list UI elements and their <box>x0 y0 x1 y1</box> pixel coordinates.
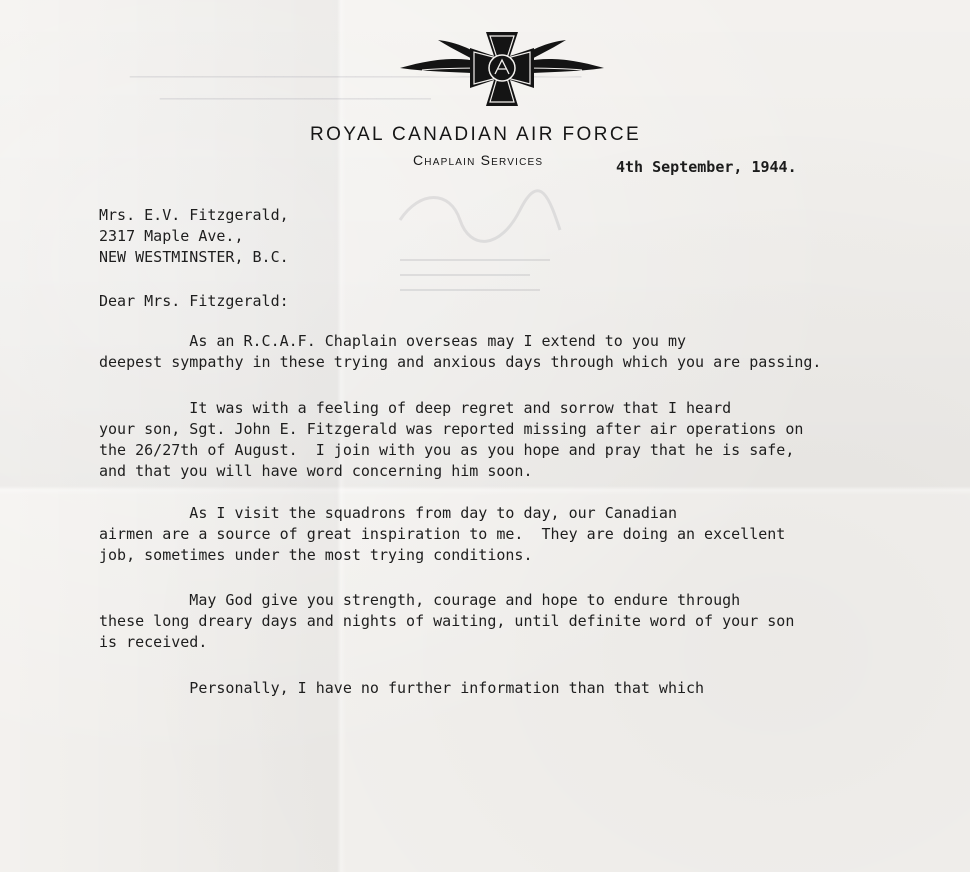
letterhead-department: Chaplain Services <box>413 152 544 168</box>
recipient-city: NEW WESTMINSTER, B.C. <box>99 248 289 266</box>
paragraph-blessing <box>99 590 794 653</box>
paragraph-missing-report <box>99 398 803 482</box>
reverse-side-show-through: ────────────────────────────────────────────────── ────────────────────────────── <box>130 68 582 108</box>
paragraph-line: and that you will have word concerning him soon. <box>99 462 533 480</box>
paragraph-further-information <box>99 678 704 699</box>
paragraph-line: deepest sympathy in these trying and anxious days through which you are passing. <box>99 353 822 371</box>
paragraph-line: As an R.C.A.F. Chaplain overseas may I extend to you my <box>99 332 686 350</box>
paragraph-line: airmen are a source of great inspiration to me. They are doing an excellent <box>99 525 786 543</box>
paragraph-sympathy <box>99 331 821 373</box>
letterhead-title: ROYAL CANADIAN AIR FORCE <box>310 124 642 145</box>
rcaf-winged-cross-crest-icon <box>398 28 606 110</box>
paragraph-line: job, sometimes under the most trying conditions. <box>99 546 533 564</box>
salutation: Dear Mrs. Fitzgerald: <box>99 292 289 310</box>
paragraph-line: the 26/27th of August. I join with you as you hope and pray that he is safe, <box>99 441 795 459</box>
paragraph-line: these long dreary days and nights of waiting, until definite word of your son <box>99 612 795 630</box>
recipient-name: Mrs. E.V. Fitzgerald, <box>99 206 289 224</box>
paragraph-line: your son, Sgt. John E. Fitzgerald was reported missing after air operations on <box>99 420 804 438</box>
paragraph-line: Personally, I have no further information than that which <box>99 679 705 697</box>
paragraph-line: As I visit the squadrons from day to day, our Canadian <box>99 504 677 522</box>
paragraph-line: It was with a feeling of deep regret and sorrow that I heard <box>99 399 732 417</box>
letter-date: 4th September, 1944. <box>616 158 797 176</box>
paragraph-squadrons <box>99 503 785 566</box>
recipient-street: 2317 Maple Ave., <box>99 227 244 245</box>
paragraph-line: May God give you strength, courage and hope to endure through <box>99 591 741 609</box>
paragraph-line: is received. <box>99 633 208 651</box>
recipient-address <box>99 205 289 268</box>
signature-show-through <box>380 180 570 300</box>
